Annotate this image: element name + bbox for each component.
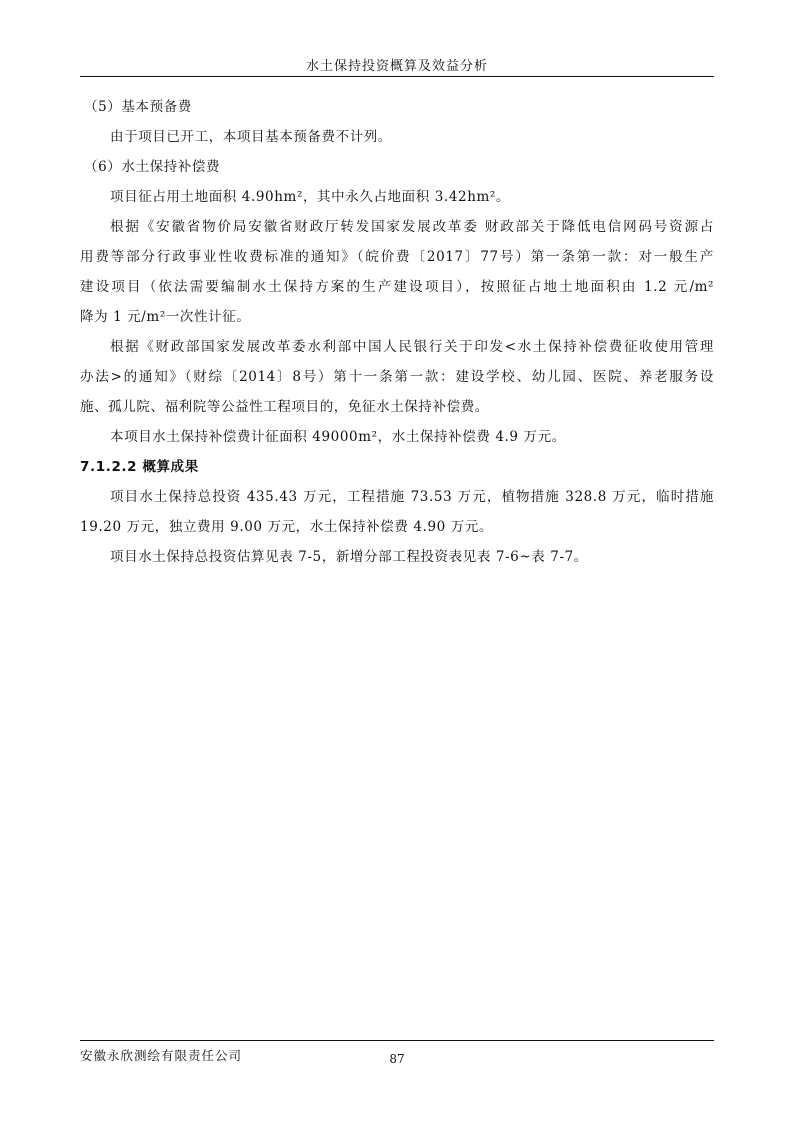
para1-line-2: 用费等部分行政事业性收费标准的通知》（皖价费〔2017〕77号）第一条第一款：对一般生产 [80,249,714,265]
document-body [80,92,714,572]
page-number: 87 [389,1052,405,1066]
para2-line-2: 办法>的通知》（财综〔2014〕8号）第十一条第一款：建设学校、幼儿园、医院、养老服务设 [80,369,714,385]
header-rule [80,76,714,77]
result-line-1: 项目水土保持总投资 435.43 万元，工程措施 73.53 万元，植物措施 328.8 万元，临时措施 [110,489,714,505]
para1-line-4: 降为 1 元/m²一次性计征。 [80,309,251,325]
table-reference: 项目水土保持总投资估算见表 7-5，新增分部工程投资表见表 7-6~表 7-7。 [110,549,588,565]
result-line-2: 19.20 万元，独立费用 9.00 万元，水土保持补偿费 4.90 万元。 [80,519,494,535]
para2-line-3: 施、孤儿院、福利院等公益性工程项目的，免征水土保持补偿费。 [80,399,489,415]
footer-company: 安徽永欣测绘有限责任公司 [80,1048,243,1063]
compensation-summary: 本项目水土保持补偿费计征面积 49000m²，水土保持补偿费 4.9 万元。 [110,429,566,445]
footer-rule [80,1040,714,1041]
para1-line-1: 根据《安徽省物价局安徽省财政厅转发国家发展改革委 财政部关于降低电信网码号资源占 [110,219,714,235]
item6-area-text: 项目征占用土地面积 4.90hm²，其中永久占地面积 3.42hm²。 [110,189,511,205]
para1-line-3: 建设项目（依法需要编制水土保持方案的生产建设项目），按照征占地土地面积由 1.2 元/m² [80,279,714,295]
section-heading: 7.1.2.2 概算成果 [80,459,199,475]
para2-line-1: 根据《财政部国家发展改革委水利部中国人民银行关于印发<水土保持补偿费征收使用管理 [110,339,714,355]
item6-heading: （6）水土保持补偿费 [84,159,221,175]
item5-heading: （5）基本预备费 [84,99,192,115]
item5-text: 由于项目已开工，本项目基本预备费不计列。 [110,129,392,145]
page-header-title: 水土保持投资概算及效益分析 [305,59,488,74]
